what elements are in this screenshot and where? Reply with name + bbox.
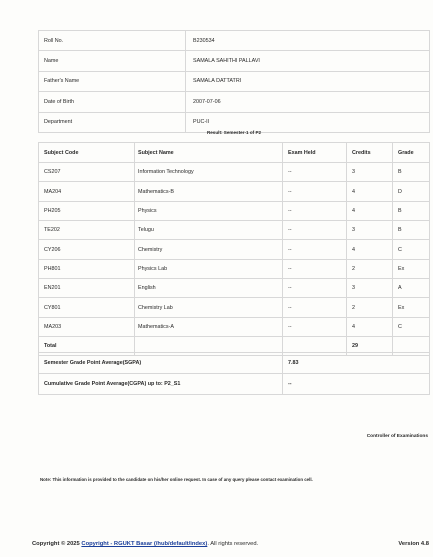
sgpa-label: Semester Grade Point Average(SGPA) <box>39 353 283 374</box>
cgpa-label: Cumulative Grade Point Average(CGPA) up to: P2_S1 <box>39 374 283 395</box>
table-row <box>39 279 430 298</box>
gpa-summary-table <box>38 352 430 395</box>
subject-code-cell: PH801 <box>39 259 135 278</box>
name-label: Name <box>39 51 186 71</box>
subject-name-cell: Physics Lab <box>135 259 283 278</box>
table-row <box>39 317 430 336</box>
credits-cell: 2 <box>347 298 393 317</box>
table-row <box>39 298 430 317</box>
father-value: SAMALA DATTATRI <box>186 71 430 91</box>
credits-cell: 4 <box>347 317 393 336</box>
result-caption: Result: Semester-1 of P2 <box>206 130 262 135</box>
credits-cell: 3 <box>347 221 393 240</box>
grade-cell: C <box>393 317 430 336</box>
table-row <box>39 221 430 240</box>
exam-held-cell: -- <box>283 240 347 259</box>
dob-label: Date of Birth <box>39 92 186 112</box>
exam-held-cell: -- <box>283 163 347 182</box>
sgpa-row <box>39 353 430 374</box>
table-row <box>39 201 430 220</box>
subject-code-cell: CY801 <box>39 298 135 317</box>
header-subject-code: Subject Code <box>39 143 135 163</box>
header-exam-held: Exam Held <box>283 143 347 163</box>
grade-cell: C <box>393 240 430 259</box>
roll-no-row <box>39 31 430 51</box>
version-label: Version 4.8 <box>398 541 429 547</box>
subject-code-cell: TE202 <box>39 221 135 240</box>
credits-cell: 3 <box>347 279 393 298</box>
subject-code-cell: EN201 <box>39 279 135 298</box>
subject-name-cell: Physics <box>135 201 283 220</box>
subject-name-cell: Chemistry <box>135 240 283 259</box>
father-row <box>39 71 430 91</box>
subject-name-cell: Chemistry Lab <box>135 298 283 317</box>
header-subject-name: Subject Name <box>135 143 283 163</box>
subject-name-cell: Telugu <box>135 221 283 240</box>
grade-cell: B <box>393 221 430 240</box>
table-row <box>39 182 430 201</box>
subject-rows <box>39 163 430 337</box>
header-credits: Credits <box>347 143 393 163</box>
cgpa-row <box>39 374 430 395</box>
total-credits: 29 <box>347 337 393 356</box>
father-label: Father's Name <box>39 71 186 91</box>
grade-cell: D <box>393 182 430 201</box>
exam-held-cell: -- <box>283 298 347 317</box>
grade-cell: Ex <box>393 259 430 278</box>
subject-name-cell: English <box>135 279 283 298</box>
subject-code-cell: CS207 <box>39 163 135 182</box>
exam-held-cell: -- <box>283 279 347 298</box>
department-value: PUC-II <box>186 112 430 132</box>
name-value: SAMALA SAHITHI PALLAVI <box>186 51 430 71</box>
copyright-text: Copyright © 2025 <box>32 541 80 547</box>
grade-cell: B <box>393 163 430 182</box>
subject-code-cell: MA203 <box>39 317 135 336</box>
subject-name-cell: Information Technology <box>135 163 283 182</box>
sgpa-value: 7.83 <box>283 353 430 374</box>
footer <box>32 541 258 547</box>
exam-held-cell: -- <box>283 221 347 240</box>
dob-row <box>39 92 430 112</box>
department-label: Department <box>39 112 186 132</box>
rights-text: . All rights reserved. <box>207 541 259 547</box>
dob-value: 2007-07-06 <box>186 92 430 112</box>
credits-cell: 4 <box>347 182 393 201</box>
exam-held-cell: -- <box>283 201 347 220</box>
marks-header-row <box>39 143 430 163</box>
subject-code-cell: PH205 <box>39 201 135 220</box>
subject-name-cell: Mathematics-B <box>135 182 283 201</box>
student-info-table <box>38 30 430 133</box>
credits-cell: 4 <box>347 201 393 220</box>
grade-cell: B <box>393 201 430 220</box>
table-row <box>39 259 430 278</box>
exam-held-cell: -- <box>283 317 347 336</box>
subject-code-cell: CY206 <box>39 240 135 259</box>
grade-cell: Ex <box>393 298 430 317</box>
credits-cell: 2 <box>347 259 393 278</box>
grade-cell: A <box>393 279 430 298</box>
credits-cell: 4 <box>347 240 393 259</box>
disclaimer-note: Note: This information is provided to the candidate on his/her online request. In case of any query please contact examination cell. <box>40 477 313 482</box>
cgpa-value: -- <box>283 374 430 395</box>
controller-of-examinations: Controller of Examinations <box>366 434 428 439</box>
roll-no-label: Roll No. <box>39 31 186 51</box>
header-grade: Grade <box>393 143 430 163</box>
table-row <box>39 240 430 259</box>
table-row <box>39 163 430 182</box>
name-row <box>39 51 430 71</box>
subject-code-cell: MA204 <box>39 182 135 201</box>
copyright-link[interactable]: Copyright - RGUKT Basar (/hub/default/index) <box>81 541 208 547</box>
exam-held-cell: -- <box>283 259 347 278</box>
total-label: Total <box>39 337 135 356</box>
exam-held-cell: -- <box>283 182 347 201</box>
roll-no-value: B230534 <box>186 31 430 51</box>
subject-name-cell: Mathematics-A <box>135 317 283 336</box>
marks-table <box>38 142 430 356</box>
credits-cell: 3 <box>347 163 393 182</box>
